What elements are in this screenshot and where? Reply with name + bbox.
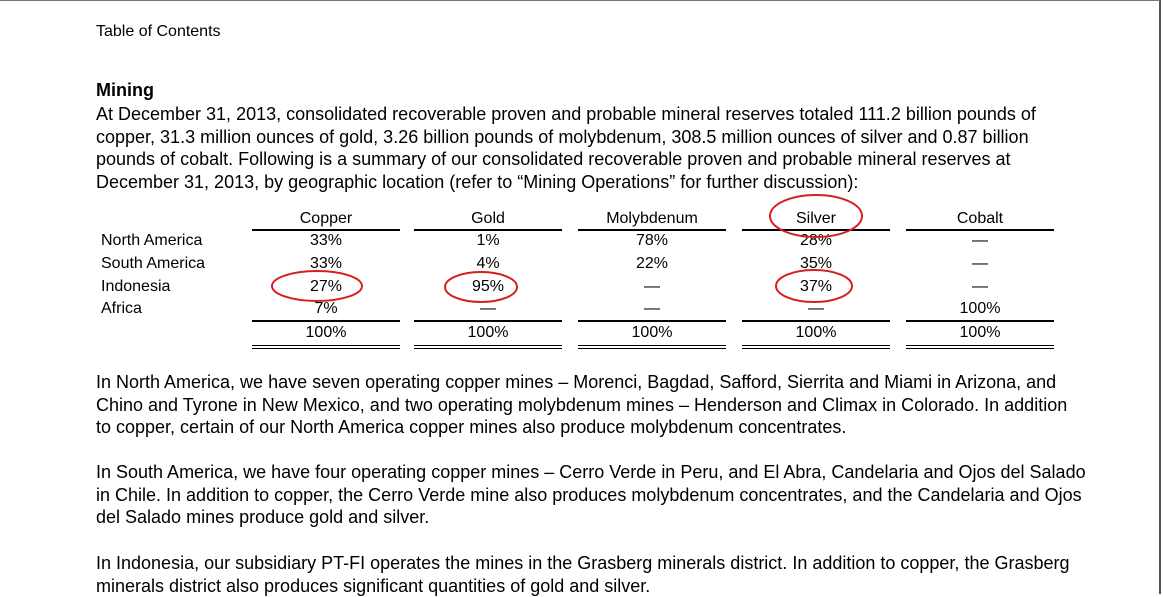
table-cell: 100% (959, 300, 1001, 317)
table-cell: 37% (799, 278, 833, 295)
table-cell: 33% (309, 232, 343, 249)
table-cell: 1% (476, 232, 500, 249)
table-cell: — (808, 300, 824, 317)
table-cell: — (972, 232, 988, 249)
table-cell: — (972, 255, 988, 272)
table-cell: — (644, 278, 660, 295)
table-cell: 22% (635, 255, 669, 272)
table-cell: — (480, 300, 496, 317)
table-cell: 28% (799, 232, 833, 249)
indonesia-paragraph: In Indonesia, our subsidiary PT-FI operates the mines in the Grasberg minerals district. In addition to copper, the Grasberg minerals district also produces significant quantities of gold and silver. (96, 553, 1070, 596)
north-america-paragraph: In North America, we have seven operating copper mines – Morenci, Bagdad, Safford, Sierrita and Miami in Arizona, and Chino and Tyrone in New Mexico, and two operating molybdenum mines – Henderson and Climax in Colorado. In addition to copper, certain of our North America copper mines also produce molybdenum concentrates. (96, 372, 1068, 437)
column-header-molybdenum: Molybdenum (578, 209, 726, 231)
column-header-cobalt: Cobalt (906, 209, 1054, 231)
table-of-contents-link[interactable]: Table of Contents (96, 23, 221, 40)
total-cell-molybdenum: 100% (578, 320, 726, 344)
total-cell-copper: 100% (252, 320, 400, 344)
table-cell: 4% (476, 255, 500, 272)
south-america-paragraph: In South America, we have four operating copper mines – Cerro Verde in Peru, and El Abra, Candelaria and Ojos del Salado in Chile. In addition to copper, the Cerro Verde mine also produces molybdenum concentrates, and the Candelaria and Ojos del Salado mines produce gold and silver. (96, 462, 1086, 527)
row-label-indonesia: Indonesia (101, 278, 171, 295)
table-cell: 78% (635, 232, 669, 249)
column-header-gold: Gold (414, 209, 562, 231)
intro-paragraph: At December 31, 2013, consolidated recoverable proven and probable mineral reserves totaled 111.2 billion pounds of copper, 31.3 million ounces of gold, 3.26 billion pounds of molybdenum, 308.5 million ounces of silver and 0.87 billion pounds of cobalt. Following is a summary of our consolidated recoverable proven and probable mineral reserves at December 31, 2013, by geographic location (refer to “Mining Operations” for further discussion): (96, 104, 1036, 192)
table-cell: 27% (309, 278, 343, 295)
table-cell: 7% (314, 300, 338, 317)
table-cell: — (644, 300, 660, 317)
column-header-copper: Copper (252, 209, 400, 231)
table-cell: 95% (471, 278, 505, 295)
row-label-north-america: North America (101, 232, 203, 249)
row-label-south-america: South America (101, 255, 206, 272)
total-cell-cobalt: 100% (906, 320, 1054, 344)
table-cell: — (972, 278, 988, 295)
column-header-silver: Silver (742, 209, 890, 231)
total-cell-gold: 100% (414, 320, 562, 344)
row-label-africa: Africa (101, 300, 142, 317)
table-cell: 35% (799, 255, 833, 272)
table-cell: 33% (309, 255, 343, 272)
section-title: Mining (96, 80, 154, 100)
total-cell-silver: 100% (742, 320, 890, 344)
